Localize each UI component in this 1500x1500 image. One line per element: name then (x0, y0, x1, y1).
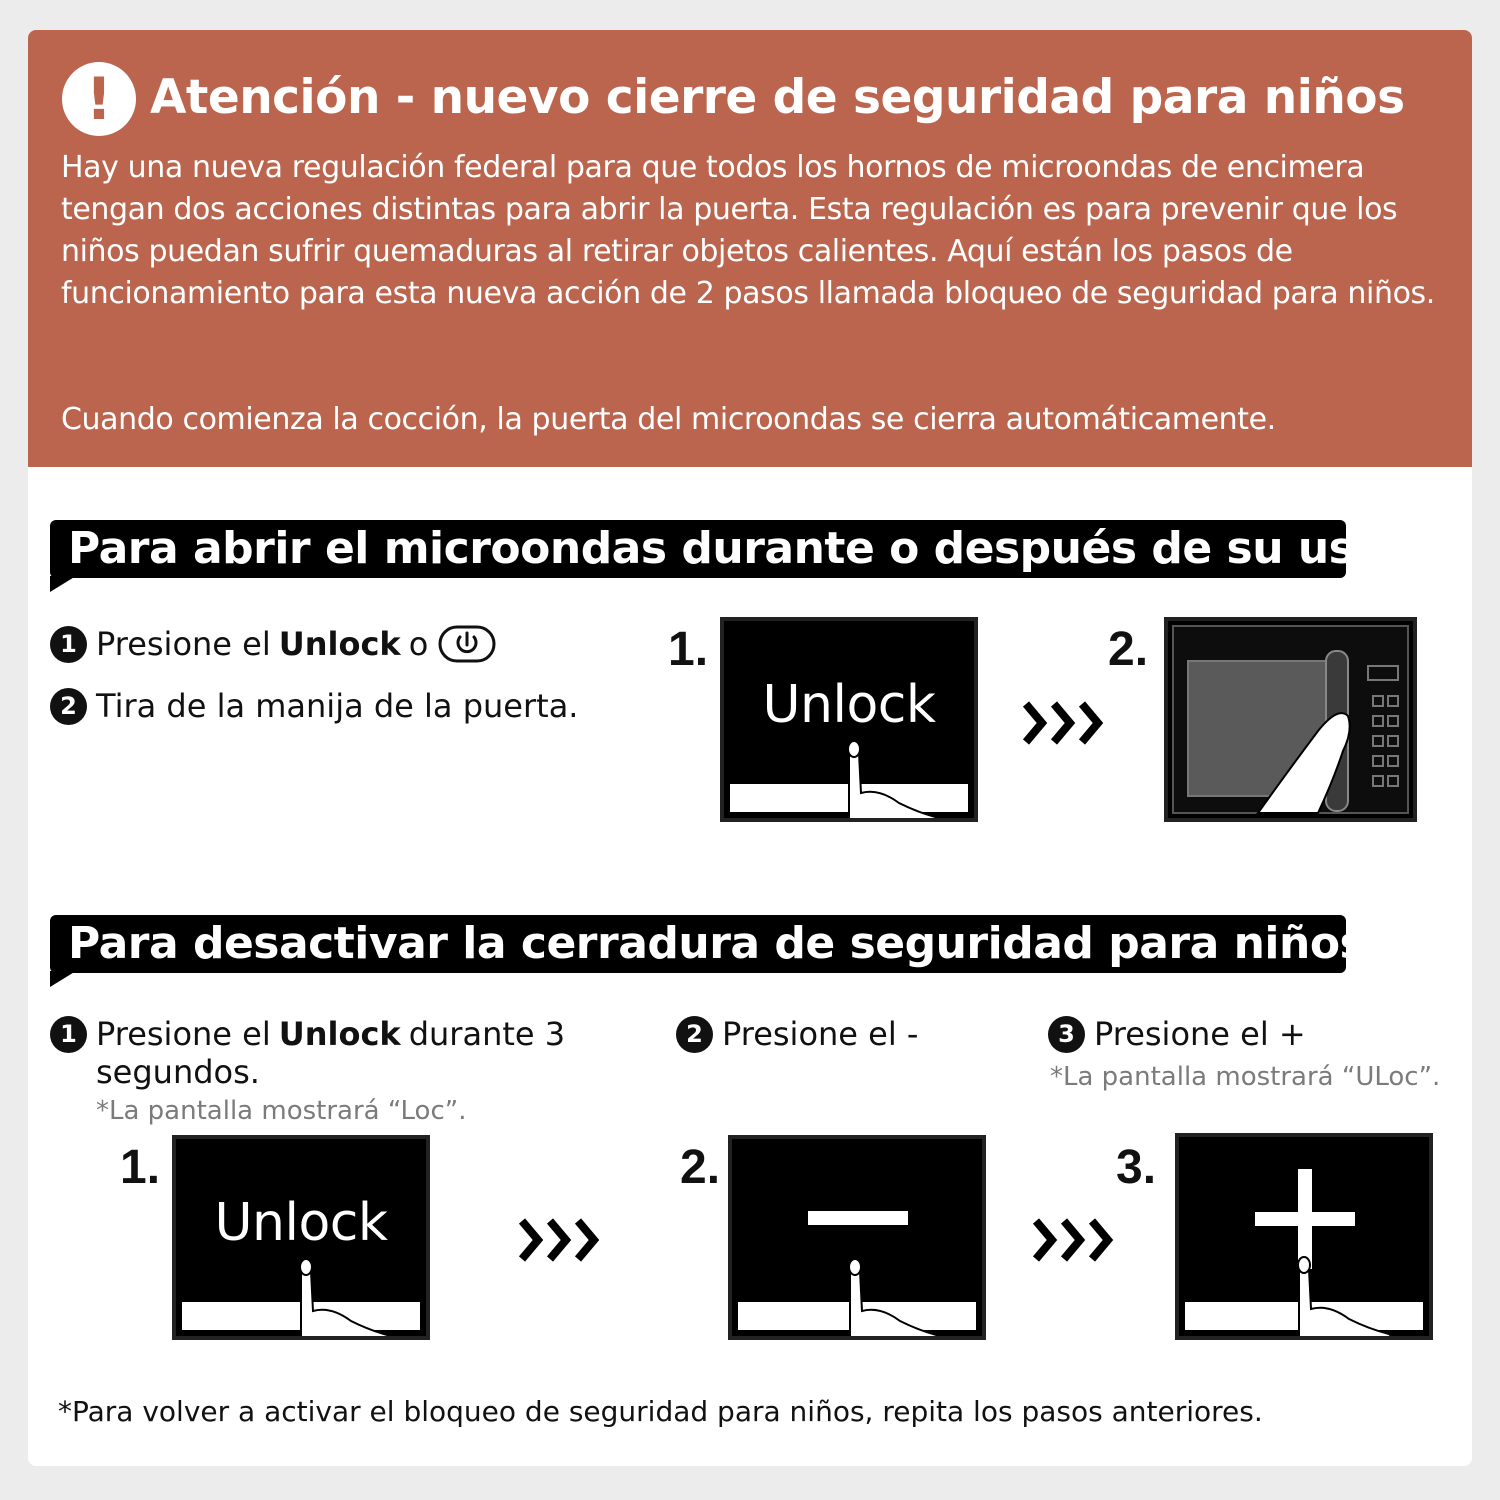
open-step-2: 2 Tira de la manija de la puerta. (50, 687, 578, 725)
finger-press-icon (819, 733, 959, 822)
section-deactivate-title: Para desactivar la cerradura de seguridad para niños (50, 915, 1346, 973)
minus-icon (808, 1211, 908, 1229)
deactivate-step-2: 2 Presione el - (676, 1015, 918, 1053)
banner-paragraph-2: Cuando comienza la cocción, la puerta del microondas se cierra automáticamente. (61, 402, 1276, 437)
banner-paragraph: Hay una nueva regulación federal para que todos los hornos de microondas de encimera tengan dos acciones distintas para abrir la puerta. Esta regulación es para prevenir que los niños puedan sufrir quemaduras al retirar objetos calientes. Aquí están los pasos de funcionamiento para esta nueva acción de 2 pasos llamada bloqueo de seguridad para niños. (61, 150, 1435, 311)
step-number-badge: 1 (50, 1016, 87, 1053)
title-tail (50, 971, 76, 987)
title-tail (50, 576, 76, 592)
unlock-hold-illustration: Unlock (172, 1135, 430, 1340)
footer-note: *Para volver a activar el bloqueo de seguridad para niños, repita los pasos anteriores. (58, 1395, 1263, 1428)
exclamation-icon: ! (62, 62, 136, 136)
unlock-button-illustration: Unlock (720, 617, 978, 822)
finger-press-icon (271, 1251, 411, 1340)
instruction-card (28, 30, 1472, 1466)
image-number-label: 1. (668, 623, 709, 676)
deactivate-step-1: 1 Presione el Unlock durante 3 (50, 1015, 565, 1053)
step-number-badge: 2 (50, 688, 87, 725)
finger-press-icon (1269, 1249, 1409, 1340)
banner-title: Atención - nuevo cierre de seguridad para niños (150, 70, 1405, 125)
display-note-loc: *La pantalla mostrará “Loc”. (96, 1096, 467, 1126)
image-number-label: 2. (680, 1141, 721, 1194)
image-number-label: 1. (120, 1141, 161, 1194)
image-number-label: 2. (1108, 623, 1149, 676)
chevrons-right-icon (1020, 698, 1114, 748)
door-handle-illustration (1164, 617, 1417, 822)
power-icon (438, 625, 496, 663)
warning-banner (28, 30, 1472, 467)
open-step-1: 1 Presione el Unlock o (50, 625, 496, 663)
step-number-badge: 3 (1048, 1016, 1085, 1053)
image-number-label: 3. (1116, 1141, 1157, 1194)
plus-button-illustration (1175, 1133, 1433, 1340)
display-note-uloc: *La pantalla mostrará “ULoc”. (1050, 1062, 1441, 1092)
finger-press-icon (820, 1251, 960, 1340)
microwave-hand-icon (1168, 621, 1413, 818)
chevrons-right-icon (1030, 1215, 1124, 1265)
deactivate-step-1-line2: segundos. (96, 1053, 260, 1091)
step-number-badge: 1 (50, 626, 87, 663)
deactivate-step-3: 3 Presione el + (1048, 1015, 1306, 1053)
step-number-badge: 2 (676, 1016, 713, 1053)
chevrons-right-icon (516, 1215, 610, 1265)
section-open-title: Para abrir el microondas durante o después de su uso (50, 520, 1346, 578)
minus-button-illustration (728, 1135, 986, 1340)
